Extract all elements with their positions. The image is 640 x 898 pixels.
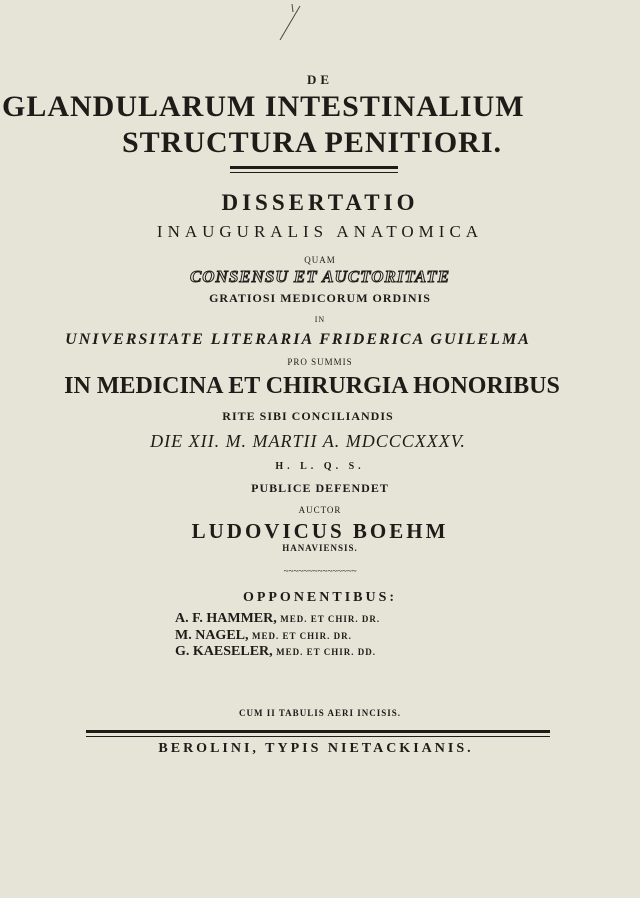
hanaviensis-line: HANAVIENSIS. — [282, 543, 358, 553]
quam-line: QUAM — [304, 255, 336, 265]
imprint-line: BEROLINI, TYPIS NIETACKIANIS. — [158, 741, 474, 756]
rite-line: RITE SIBI CONCILIANDIS — [222, 409, 394, 423]
auctor-line: AUCTOR — [298, 505, 342, 515]
inauguralis-line: INAUGURALIS ANATOMICA — [156, 222, 484, 241]
imprint-rule-thick — [86, 730, 550, 733]
opponent-3 — [175, 644, 376, 660]
opponent-2 — [175, 628, 352, 644]
opponent-degree: MED. ET CHIR. DR. — [280, 614, 381, 624]
publice-line: PUBLICE DEFENDET — [251, 481, 389, 495]
hlqs-line: H. L. Q. S. — [275, 461, 365, 472]
ornament-divider: ~~~~~~~~~~~~~~~ — [283, 566, 357, 576]
university-line: UNIVERSITATE LITERARIA FRIDERICA GUILELMA — [65, 331, 531, 348]
honoribus-line: IN MEDICINA ET CHIRURGIA HONORIBUS — [64, 373, 560, 399]
gratiosi-line: GRATIOSI MEDICORUM ORDINIS — [209, 291, 431, 305]
title-line-1: GLANDULARUM INTESTINALIUM — [2, 90, 525, 123]
imprint-rule-thin — [86, 736, 550, 737]
author-name: LUDOVICUS BOEHM — [191, 519, 449, 543]
title-rule-thick — [230, 166, 398, 169]
date-line: DIE XII. M. MARTII A. MDCCCXXXV. — [150, 431, 466, 451]
opponent-name: A. F. HAMMER, — [175, 611, 277, 626]
in-line: IN — [314, 315, 326, 324]
pro-summis-line: PRO SUMMIS — [287, 357, 353, 367]
tabulis-line: CUM II TABULIS AERI INCISIS. — [239, 708, 401, 718]
dissertatio-heading: DISSERTATIO — [221, 190, 419, 215]
opponent-name: G. KAESELER, — [175, 644, 273, 659]
opponent-degree: MED. ET CHIR. DD. — [276, 647, 376, 657]
opponent-1 — [175, 611, 380, 627]
title-prefix: DE — [306, 72, 334, 87]
title-rule-thin — [230, 172, 398, 173]
consensu-line: CONSENSU ET AUCTORITATE — [189, 267, 451, 286]
opponent-degree: MED. ET CHIR. DR. — [252, 631, 352, 641]
title-line-2: STRUCTURA PENITIORI. — [121, 126, 503, 159]
pencil-mark — [276, 4, 306, 42]
opponent-name: M. NAGEL, — [175, 628, 249, 643]
opponentibus-heading: OPPONENTIBUS: — [242, 590, 398, 605]
